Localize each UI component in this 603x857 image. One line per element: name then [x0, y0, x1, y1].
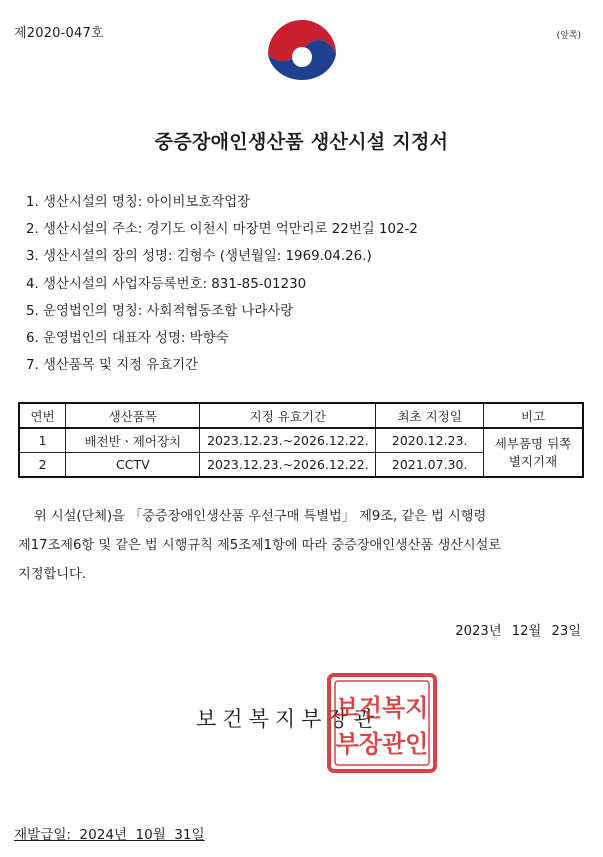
product-table — [18, 402, 584, 478]
designation-details — [26, 189, 586, 379]
detail-facility-address: 2. 생산시설의 주소: 경기도 이천시 마장면 억만리로 22번길 102-2 — [26, 222, 418, 238]
statement-line: 지정합니다. — [18, 567, 86, 582]
svg-text:보건복지: 보건복지 — [335, 694, 429, 722]
document-title: 중증장애인생산품 생산시설 지정서 — [154, 131, 449, 153]
detail-products-heading: 7. 생산품목 및 지정 유효기간 — [26, 358, 199, 374]
front-side-marker: (앞쪽) — [556, 31, 581, 41]
issue-date: 2023년 12월 23일 — [455, 624, 581, 639]
table-cell: 2023.12.23.~2026.12.22. — [200, 428, 376, 453]
column-header-number: 연번 — [19, 403, 66, 428]
designation-statement — [18, 502, 588, 589]
table-cell: 1 — [19, 428, 66, 453]
column-header-product: 생산품목 — [66, 403, 200, 428]
official-seal-icon — [326, 672, 438, 774]
table-cell: 배전반ㆍ제어장치 — [66, 428, 200, 453]
table-cell: 2 — [19, 453, 66, 478]
table-header-row — [19, 403, 583, 428]
table-cell: 2023.12.23.~2026.12.22. — [200, 453, 376, 478]
detail-corporation-name: 5. 운영법인의 명칭: 사회적협동조합 나라사랑 — [26, 303, 294, 319]
column-header-remark: 비고 — [484, 403, 583, 428]
detail-corporation-rep: 6. 운영법인의 대표자 성명: 박향숙 — [26, 330, 229, 346]
taegeuk-emblem-icon — [262, 10, 342, 82]
column-header-first-date: 최초 지정일 — [376, 403, 484, 428]
svg-text:부장관인: 부장관인 — [335, 730, 429, 758]
detail-facility-head: 3. 생산시설의 장의 성명: 김형수 (생년월일: 1969.04.26.) — [26, 249, 372, 265]
table-cell: 2021.07.30. — [376, 453, 484, 478]
detail-facility-name: 1. 생산시설의 명칭: 아이비보호작업장 — [26, 195, 251, 210]
statement-line: 위 시설(단체)을 「중증장애인생산품 우선구매 특별법」 제9조, 같은 법 시행령 — [34, 509, 487, 524]
detail-business-number: 4. 생산시설의 사업자등록번호: 831-85-01230 — [26, 276, 307, 292]
table-cell: 2020.12.23. — [376, 428, 484, 453]
table-row — [19, 428, 583, 453]
column-header-validity: 지정 유효기간 — [200, 403, 376, 428]
table-cell: CCTV — [66, 453, 200, 478]
issuer-name: 보건복지부장관 — [196, 707, 381, 731]
statement-line: 제17조제6항 및 같은 법 시행규칙 제5조제1항에 따라 중증장애인생산품 생산시설로 — [18, 538, 502, 553]
document-number: 제2020-047호 — [14, 26, 104, 41]
remark-cell: 세부품명 뒤쪽 별지기재 — [484, 428, 583, 477]
reissue-date: 재발급일: 2024년 10월 31일 — [14, 827, 205, 843]
